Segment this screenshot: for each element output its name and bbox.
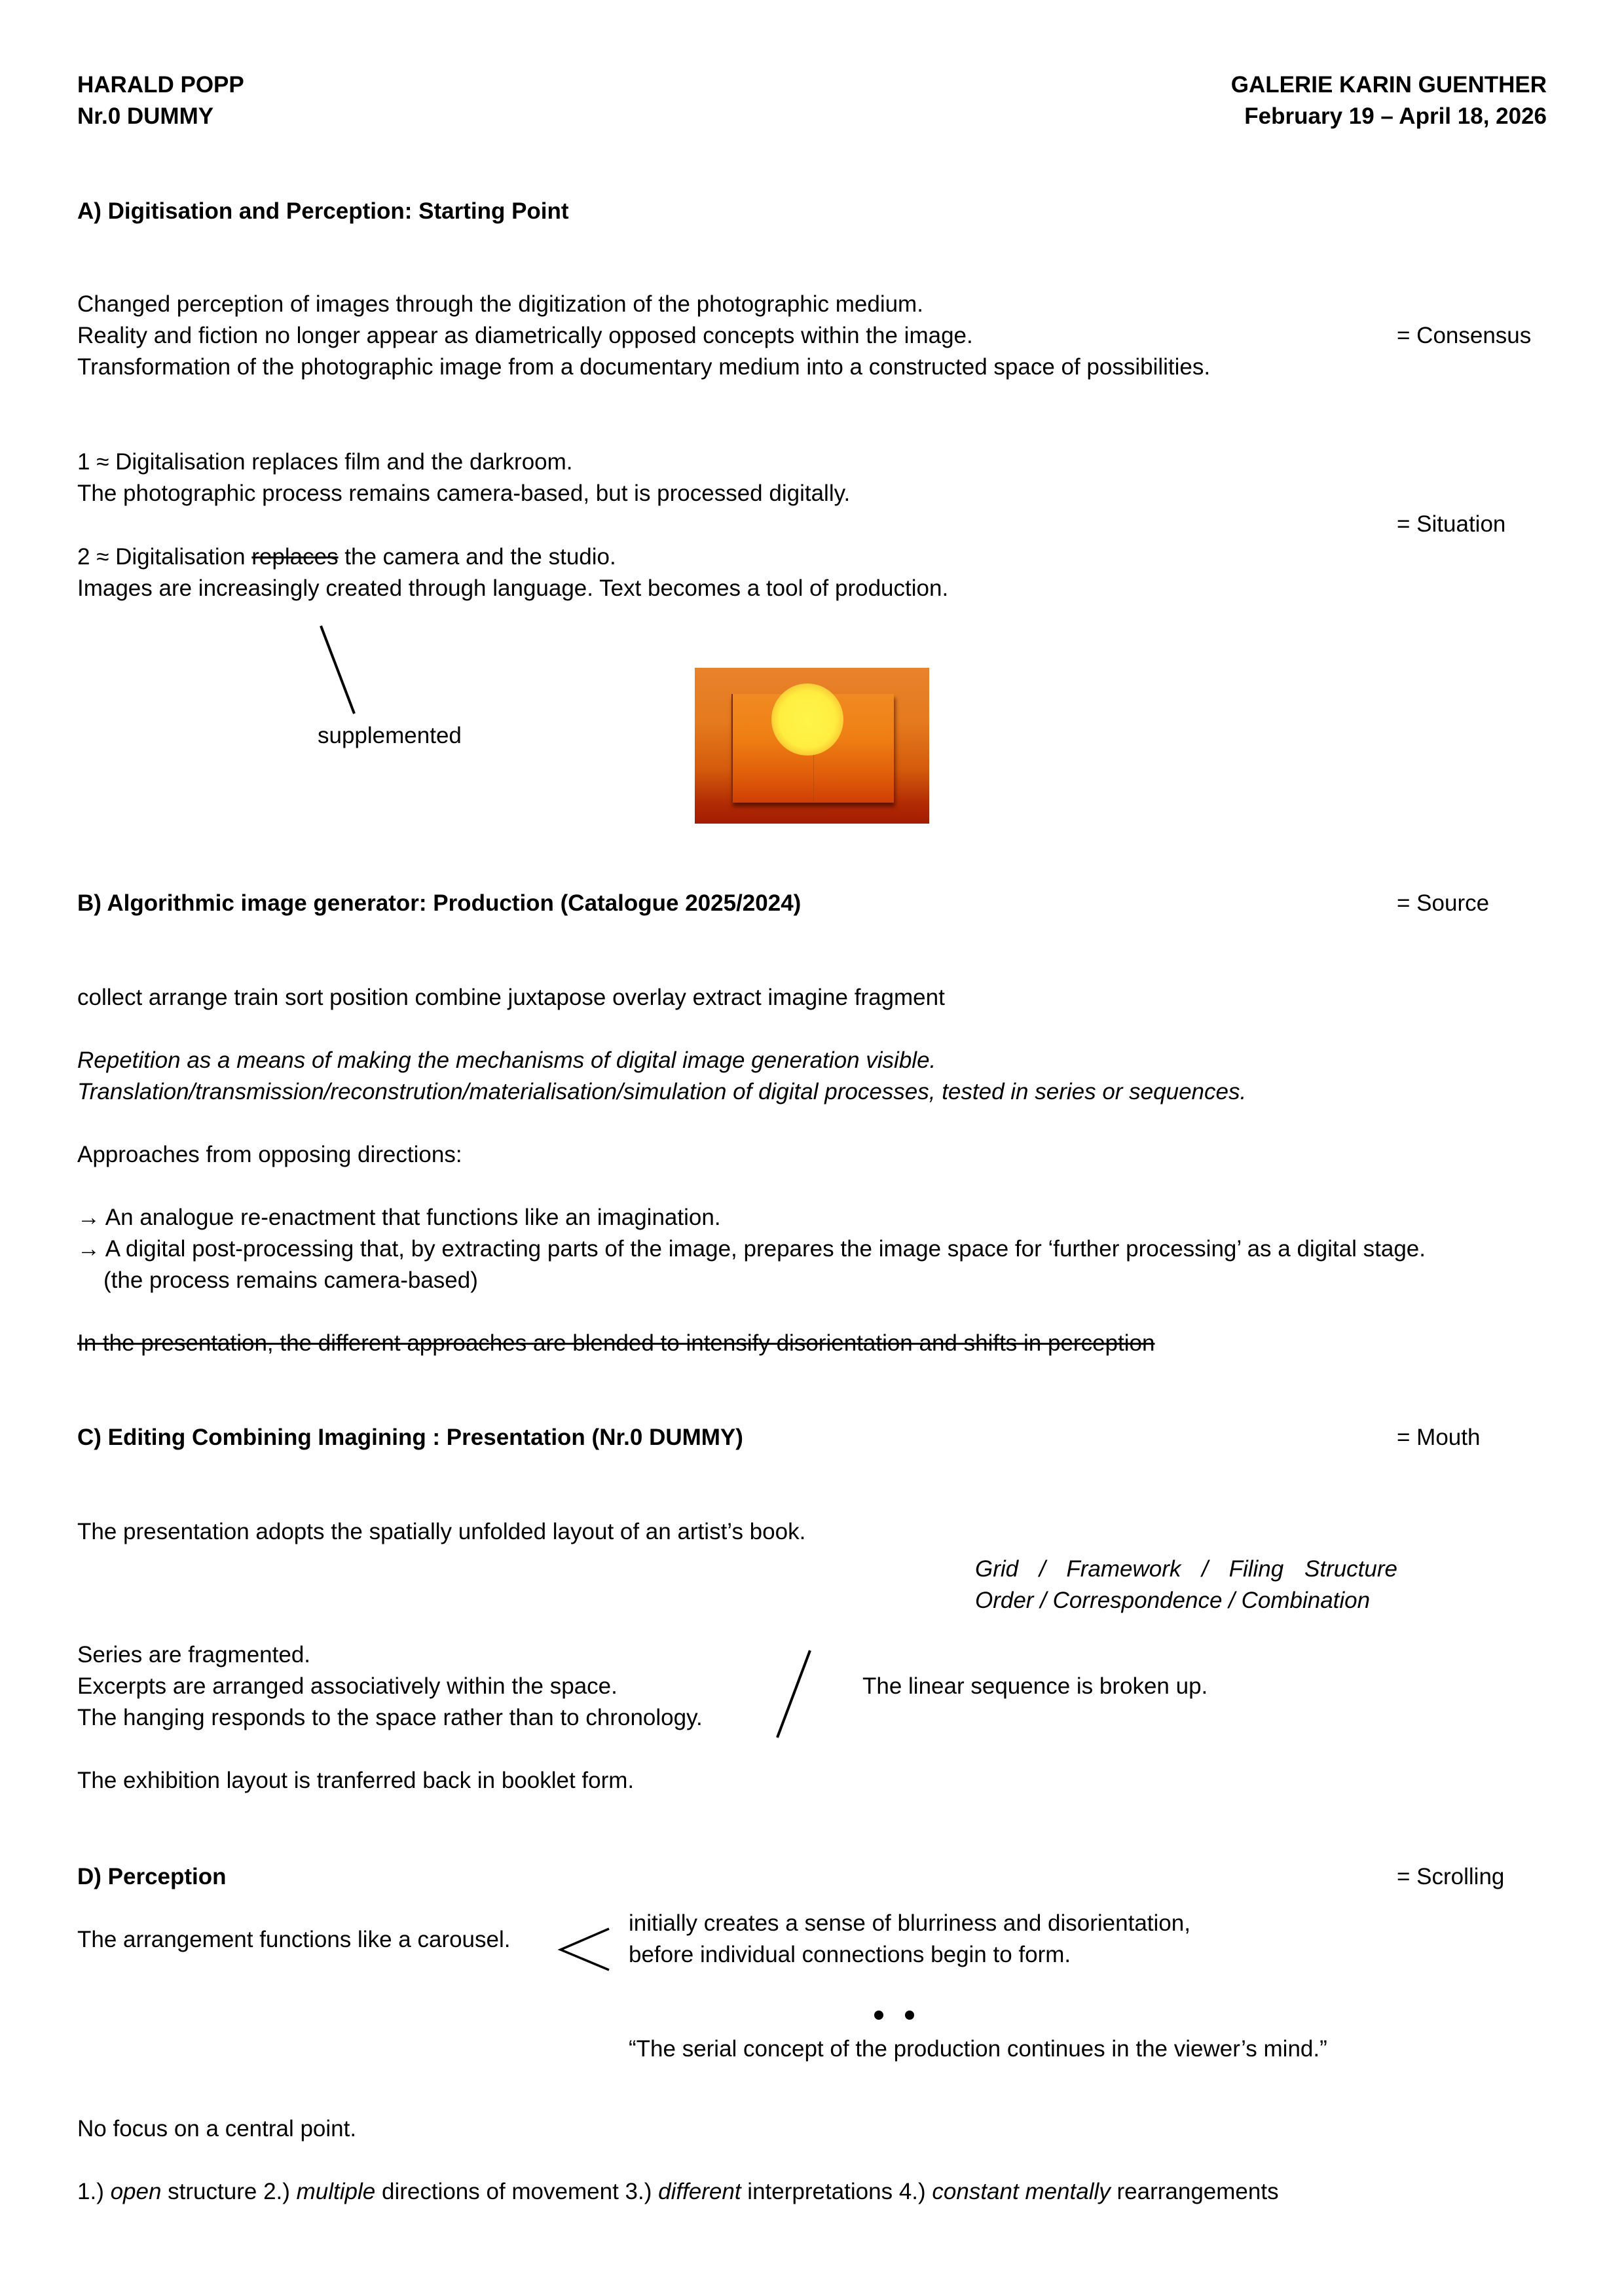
list-emphasis: different: [658, 2179, 741, 2204]
section-a-line: Changed perception of images through the digitization of the photographic medium.: [77, 291, 923, 317]
section-d-heading: D) Perception: [77, 1864, 227, 1889]
label-source: = Source: [1397, 890, 1490, 916]
arrow-item-note: (the process remains camera-based): [103, 1267, 478, 1293]
list-text: rearrangements: [1110, 2179, 1279, 2204]
divider-slash: [777, 1650, 810, 1738]
arrow-item: → An analogue re-enactment that functions like an imagination.: [77, 1205, 721, 1230]
section-c-heading: C) Editing Combining Imagining : Presentation (Nr.0 DUMMY): [77, 1425, 743, 1450]
characteristics-list: [77, 2176, 1279, 2208]
annotation-supplemented: supplemented: [318, 723, 462, 748]
list-emphasis: multiple: [296, 2179, 376, 2204]
list-text: directions of movement: [375, 2179, 625, 2204]
viewer-quote: “The serial concept of the production continues in the viewer’s mind.”: [629, 2036, 1327, 2062]
sun-shape: [771, 683, 843, 756]
italic-line: Translation/transmission/reconstrution/materialisation/simulation of digital processes, tested in series or sequences.: [77, 1079, 1247, 1104]
approaches-intro: Approaches from opposing directions:: [77, 1142, 462, 1167]
branch-line: initially creates a sense of blurriness and disorientation,: [629, 1910, 1190, 1936]
no-focus-line: No focus on a central point.: [77, 2116, 357, 2141]
gallery-name: GALERIE KARIN GUENTHER: [1230, 72, 1547, 98]
list-num: 1.): [77, 2179, 111, 2204]
section-a-line: Reality and fiction no longer appear as diametrically opposed concepts within the image.: [77, 323, 973, 348]
carousel-line: The arrangement functions like a carousel.: [77, 1927, 511, 1952]
point-2-prefix: 2 ≈ Digitalisation: [77, 544, 252, 570]
section-a-line: Transformation of the photographic image from a documentary medium into a constructed space of possibilities.: [77, 354, 1211, 380]
label-scrolling: = Scrolling: [1397, 1864, 1505, 1889]
label-consensus: = Consensus: [1397, 323, 1532, 348]
linear-sequence-note: The linear sequence is broken up.: [862, 1673, 1208, 1699]
list-text: interpretations: [741, 2179, 899, 2204]
point-2-line: [77, 541, 616, 573]
list-emphasis: constant mentally: [932, 2179, 1111, 2204]
branch-bracket-icon: [561, 1929, 609, 1970]
italic-line: Repetition as a means of making the mechanisms of digital image generation visible.: [77, 1048, 936, 1073]
keywords-line-2: Order / Correspondence / Combination: [975, 1588, 1371, 1613]
project-title: Nr.0 DUMMY: [77, 103, 214, 129]
keywords-line-1: Grid / Framework / Filing Structure: [975, 1556, 1397, 1582]
list-num: 4.): [898, 2179, 932, 2204]
list-num: 2.): [263, 2179, 297, 2204]
exhibition-outro: The exhibition layout is tranferred back in booklet form.: [77, 1768, 635, 1793]
supplemented-pointer-line: [321, 626, 354, 714]
label-situation: = Situation: [1397, 511, 1506, 537]
point-2-line: Images are increasingly created through language. Text becomes a tool of production.: [77, 575, 949, 601]
series-line: Excerpts are arranged associatively within the space.: [77, 1673, 618, 1699]
artist-name: HARALD POPP: [77, 72, 244, 98]
arrow-item: → A digital post-processing that, by extracting parts of the image, prepares the image space for ‘further processing’ as a digital stage.: [77, 1236, 1426, 1262]
presentation-intro: The presentation adopts the spatially unfolded layout of an artist’s book.: [77, 1519, 806, 1544]
book-sun-photo: [695, 668, 929, 824]
point-1-line: 1 ≈ Digitalisation replaces film and the darkroom.: [77, 449, 573, 475]
series-line: The hanging responds to the space rather than to chronology.: [77, 1705, 703, 1730]
dot-icon: [905, 2011, 914, 2020]
list-emphasis: open: [110, 2179, 162, 2204]
struck-word: replaces: [251, 544, 339, 570]
label-mouth: = Mouth: [1397, 1425, 1481, 1450]
series-line: Series are fragmented.: [77, 1642, 311, 1667]
dot-icon: [874, 2011, 883, 2020]
section-b-heading: B) Algorithmic image generator: Production (Catalogue 2025/2024): [77, 890, 802, 916]
process-verbs: collect arrange train sort position combine juxtapose overlay extract imagine fragment: [77, 985, 945, 1010]
list-text: structure: [161, 2179, 264, 2204]
exhibition-dates: February 19 – April 18, 2026: [1244, 103, 1547, 129]
point-1-line: The photographic process remains camera-based, but is processed digitally.: [77, 481, 851, 506]
list-num: 3.): [625, 2179, 659, 2204]
point-2-suffix: the camera and the studio.: [338, 544, 616, 570]
section-a-heading: A) Digitisation and Perception: Starting Point: [77, 198, 569, 224]
branch-line: before individual connections begin to form.: [629, 1942, 1071, 1967]
struck-line: In the presentation, the different approaches are blended to intensify disorientation and shifts in perception: [77, 1330, 1155, 1356]
